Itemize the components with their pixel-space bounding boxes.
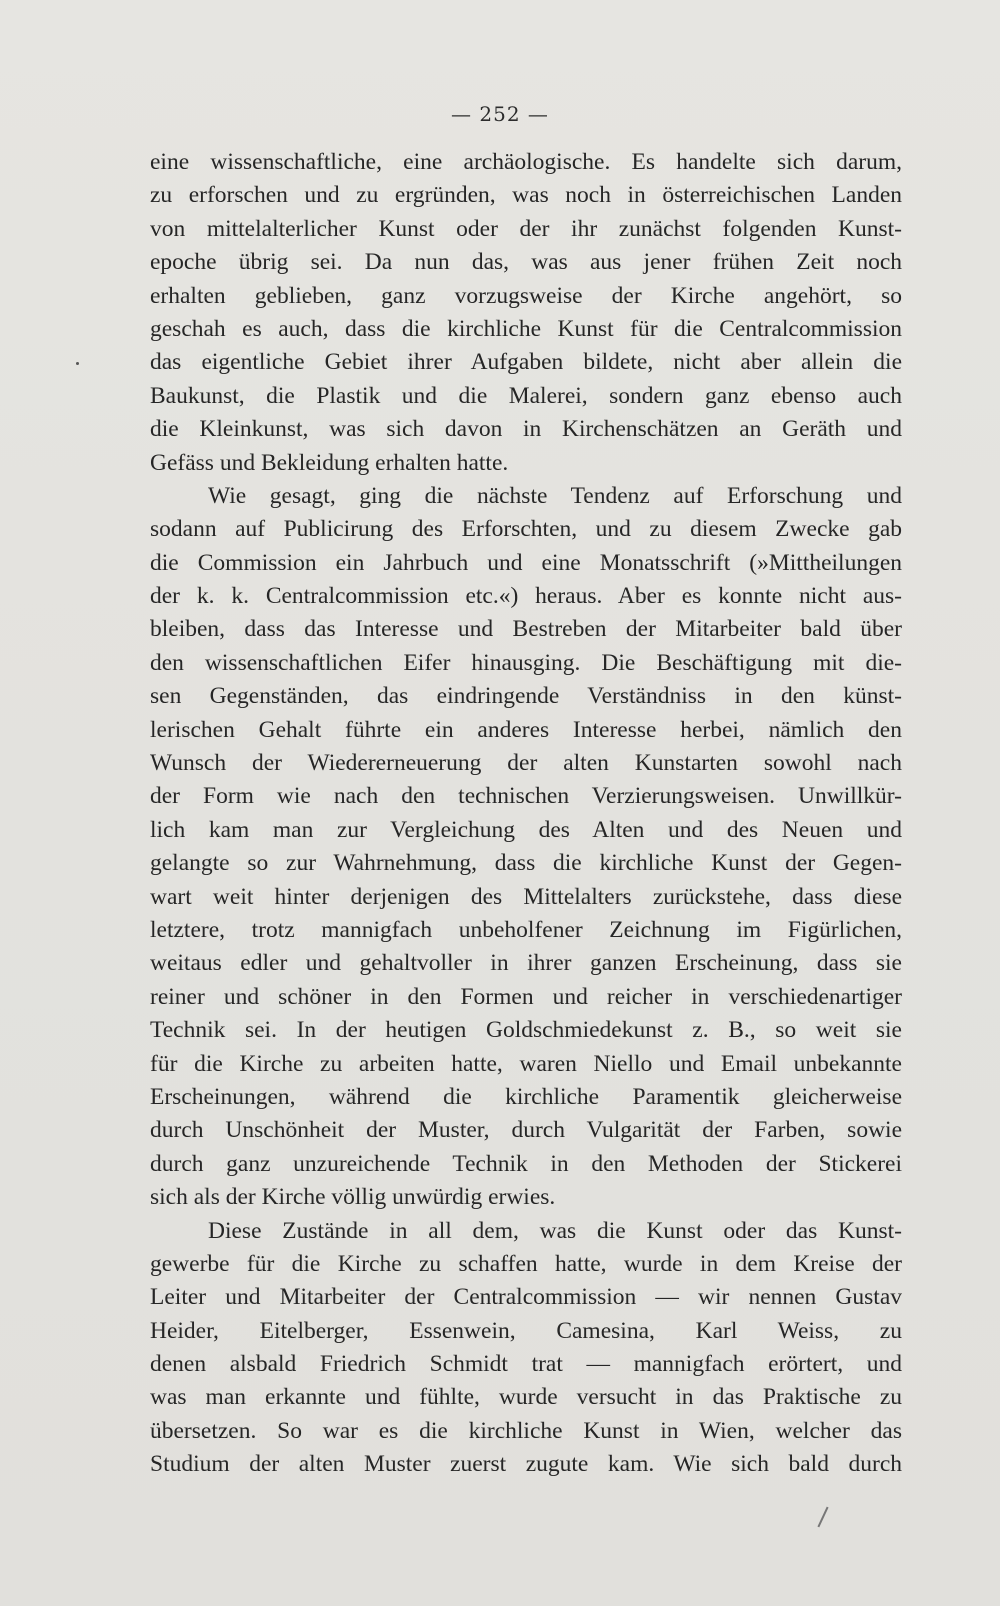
margin-dot	[76, 362, 79, 365]
text-line: wart weit hinter derjenigen des Mittelalters zurückstehe, dass diese	[150, 883, 902, 910]
text-line: reiner und schöner in den Formen und reicher in verschiedenartiger	[150, 983, 902, 1010]
text-line: Erscheinungen, während die kirchliche Paramentik gleicherweise	[150, 1083, 902, 1110]
text-line: Diese Zustände in all dem, was die Kunst oder das Kunst-	[208, 1217, 902, 1244]
text-line: bleiben, dass das Interesse und Bestreben der Mitarbeiter bald über	[150, 616, 902, 643]
text-line: das eigentliche Gebiet ihrer Aufgaben bildete, nicht aber allein die	[150, 349, 902, 376]
text-line: letztere, trotz mannigfach unbeholfener Zeichnung im Figürlichen,	[150, 916, 902, 943]
margin-slash-mark	[817, 1507, 828, 1528]
text-line: für die Kirche zu arbeiten hatte, waren Niello und Email unbekannte	[150, 1050, 902, 1077]
text-line: der k. k. Centralcommission etc.«) heraus. Aber es konnte nicht aus-	[150, 583, 902, 610]
text-line: sen Gegenständen, das eindringende Verständniss in den künst-	[150, 683, 902, 710]
text-line: lerischen Gehalt führte ein anderes Interesse herbei, nämlich den	[150, 716, 902, 743]
text-line: Wunsch der Wiedererneuerung der alten Kunstarten sowohl nach	[150, 750, 902, 777]
text-line: die Commission ein Jahrbuch und eine Monatsschrift (»Mittheilungen	[150, 549, 902, 576]
text-line: zu erforschen und zu ergründen, was noch in österreichischen Landen	[150, 182, 902, 209]
text-line: Leiter und Mitarbeiter der Centralcommission — wir nennen Gustav	[150, 1284, 902, 1311]
text-line: lich kam man zur Vergleichung des Alten und des Neuen und	[150, 816, 902, 843]
text-line: Heider, Eitelberger, Essenwein, Camesina, Karl Weiss, zu	[150, 1317, 902, 1344]
text-line: von mittelalterlicher Kunst oder der ihr zunächst folgenden Kunst-	[150, 215, 902, 242]
text-line: Gefäss und Bekleidung erhalten hatte.	[150, 449, 509, 476]
text-line: erhalten geblieben, ganz vorzugsweise der Kirche angehört, so	[150, 282, 902, 309]
text-line: Wie gesagt, ging die nächste Tendenz auf Erforschung und	[208, 482, 902, 509]
text-line: Baukunst, die Plastik und die Malerei, sondern ganz ebenso auch	[150, 382, 902, 409]
text-line: sodann auf Publicirung des Erforschten, und zu diesem Zwecke gab	[150, 516, 902, 543]
text-line: die Kleinkunst, was sich davon in Kirchenschätzen an Geräth und	[150, 416, 902, 443]
text-line: gelangte so zur Wahrnehmung, dass die kirchliche Kunst der Gegen-	[150, 850, 902, 877]
text-line: eine wissenschaftliche, eine archäologische. Es handelte sich darum,	[150, 149, 902, 175]
text-line: durch ganz unzureichende Technik in den Methoden der Stickerei	[150, 1150, 902, 1177]
text-line: denen alsbald Friedrich Schmidt trat — mannigfach erörtert, und	[150, 1351, 902, 1378]
text-line: durch Unschönheit der Muster, durch Vulgarität der Farben, sowie	[150, 1117, 902, 1144]
text-line: der Form wie nach den technischen Verzierungsweisen. Unwillkür-	[150, 783, 902, 810]
text-line: was man erkannte und fühlte, wurde versucht in das Praktische zu	[150, 1384, 902, 1411]
text-line: den wissenschaftlichen Eifer hinausging. Die Beschäftigung mit die-	[150, 649, 902, 676]
text-line: weitaus edler und gehaltvoller in ihrer ganzen Erscheinung, dass sie	[150, 950, 902, 977]
text-line: übersetzen. So war es die kirchliche Kunst in Wien, welcher das	[150, 1417, 902, 1444]
text-line: Technik sei. In der heutigen Goldschmiedekunst z. B., so weit sie	[150, 1017, 902, 1044]
text-line: gewerbe für die Kirche zu schaffen hatte, wurde in dem Kreise der	[150, 1250, 902, 1277]
text-line: epoche übrig sei. Da nun das, was aus jener frühen Zeit noch	[150, 249, 902, 276]
page-number: — 252 —	[451, 102, 549, 126]
text-line: geschah es auch, dass die kirchliche Kunst für die Centralcommission	[150, 315, 902, 342]
text-line: sich als der Kirche völlig unwürdig erwies.	[150, 1184, 556, 1211]
body-text	[150, 146, 902, 1482]
text-line: Studium der alten Muster zuerst zugute kam. Wie sich bald durch	[150, 1451, 902, 1478]
